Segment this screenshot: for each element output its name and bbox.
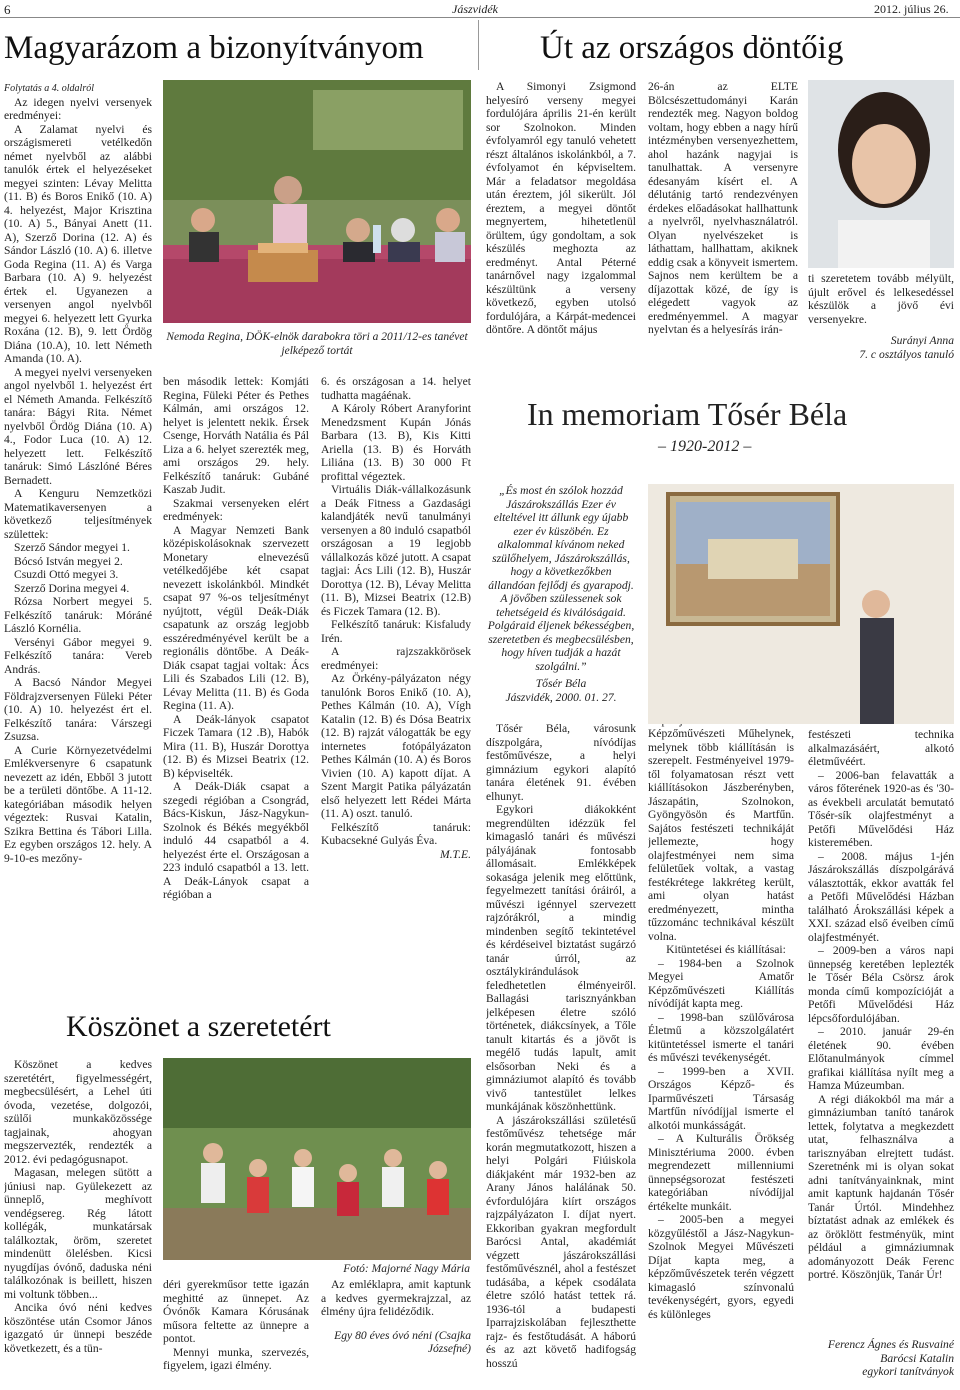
paragraph: déri gyerekműsor tette igazán meghitté az ünnepet. Az Óvónők Kamara Kórusának műsora feltette az ünnepre a pontot.	[163, 1278, 309, 1345]
paragraph: Szerző Sándor megyei 1.	[14, 541, 130, 554]
paragraph: Az Örkény-pályázaton négy tanulónk Boros Enikő (10. A), Pethes Kálmán (10. A), Vígh Katalin (12. B) és Dósa Beatrix (12. B) rajzát válogatták be egy internetes fotópályázaton Pethes Kálmán (10. A) és Boros Vivien (10. A) kapott díjat. A Szent Margit Patika pályázatán első helyezett lett Rédei Márta (11. A) oszt. tanuló.	[321, 672, 471, 820]
memoriam-title: In memoriam Tősér Béla	[527, 396, 848, 432]
paragraph: A Magyar Nemzeti Bank középiskolásoknak szervezett Monetary elnevezésű vetélkedőjébe két csapat nevezett iskolánkból. Mindkét csapat 97 %-os teljesítményt nyújtott, végül Deák-Diák csapatunk az ország legjobb esszéredményével került be a regionális döntőbe. A Deák-Diák csapat tagjai voltak: Ács Lili és Szabados Lili (12. B), Lévay Melitta (11. B) és Goda Regina (11. A).	[163, 523, 309, 712]
photo-credit: Fotó: Majorné Nagy Mária	[343, 1263, 470, 1275]
paragraph: A rajzszakkörösek eredményei:	[321, 645, 471, 672]
painter-photo	[648, 484, 954, 724]
memoriam-col1	[486, 722, 636, 1388]
paragraph: ben második lettek: Komjáti Regina, Füleki Péter és Pethes Kálmán, ami országos 12. helyet is jelentett nekik. Érsek Csenge, Horváth Natália és Pál Liza a 6. helyet szerezték meg, ami országos 29. hely. Felkészítő tanáruk: Gubáné Kaszab Judit.	[163, 375, 309, 496]
thanks-article-col3	[321, 1278, 471, 1388]
paragraph: – 2006-ban felavatták a város főterének 1920-as és '30-as évekbeli arculatát bemutató Tősér-sík olajfestményt a Petőfi Művelődési Ház kisteremében.	[808, 768, 954, 849]
paragraph: – 2008. május 1-jén Jászárokszállás díszpolgárává választották, ekkor avatták fel a Petőfi Művelődési Házban található Árokszállási képek a XXI. század első éveiben című olajfestményét.	[808, 849, 954, 944]
paragraph: 6. és országosan a 14. helyet tudhatta magáénak.	[321, 375, 471, 402]
paragraph: Az emléklapra, amit kaptunk a kedves gyermekrajzzal, az élmény újra felidéződik.	[321, 1278, 471, 1318]
paragraph: A Deák-Diák csapat a szegedi régióban a Csongrád, Bács-Kiskun, Jász-Nagykun-Szolnok és Békés megyékből induló 44 csapatból a 4. helyezést érte el. Országosan a 223 induló csapatból a 13. lett. A Deák-Lányok csapat a régióban a	[163, 780, 309, 901]
paragraph: A jászárokszállási születésű festőművész tehetsége már korán megmutatkozott, hiszen a helyi Polgári Fiúiskola diákjaként már 1932-ben az Arany János halálának 50. évfordulójára kiírt országos rajzpályázaton I. díjat nyert. Ekkoriban gyakran megfordult Barócsi Antal, akadémiát végzett jászárokszállási festőművésznél, ahol a festészet tudásába, a képek csodálata életre szóló hatást tettek rá. 1936-tól a budapesti Iparrajziskolában fejleszthette rajz- és festőtudását. A háború és az azt követő hadifogság hosszú	[486, 1113, 636, 1370]
paragraph: – 1999-ben a XVII. Országos Képző- és Iparművészeti Társaság Martfűn nívódíjjal ismerte el alkotói munkásságát.	[648, 1064, 794, 1132]
paragraph: Köszönet a kedves szeretétért, figyelmességért, megbecsülésért, a Lehel úti óvoda, vezetése, dolgozói, szülői munkaközössége tagjainak, ahogyan megszervezték, rendezték a 2012. évi pedagógusnapot.	[4, 1058, 152, 1166]
page-header	[0, 0, 960, 18]
left-article-col3	[321, 375, 471, 975]
photo-caption: Nemoda Regina, DÖK-elnök darabokra töri a 2011/12-es tanévet jelképező tortát	[166, 331, 468, 357]
header-rule	[0, 17, 960, 18]
paragraph: Szerző Dorina megyei 4.	[14, 581, 130, 595]
paragraph: A Bacsó Nándor Megyei Földrajzversenyen Füleki Péter (10. A) 10. helyezést ért el. Felkészítő tanára: Várszegi Zsuzsa.	[4, 676, 152, 743]
thanks-article-col1	[4, 1058, 152, 1388]
right-article-title: Út az országos döntőig	[540, 30, 844, 66]
author-class: 7. c osztályos tanuló	[859, 347, 954, 361]
paragraph: A Deák-lányok csapatot Ficzek Tamara (12 .B), Habók Mira (11. B), Huszár Dorottya (12. B) és Mizsei Beatrix (12. B) képviselték.	[163, 712, 309, 780]
paragraph: Versényi Gábor megyei 9. Felkészítő tanára: Vereb András.	[4, 635, 152, 676]
paragraph: Felkészítő tanáruk: Kisfaludy Irén.	[321, 618, 471, 645]
thanks-article-col2	[163, 1278, 309, 1388]
paragraph: A Kenguru Nemzetközi Matematikaversenyen a következő teljesítmények születtek:	[4, 487, 152, 541]
paragraph: A Simonyi Zsigmond helyesíró verseny megyei fordulójára április 21-én került sor Szolnokon. Minden évfolyamról egy tanuló vehetett részt általános iskolánkból, a 7. évfolyamot én képviseltem. Már a feladatsor megoldása után éreztem, jól sikerült. Jól éreztem, a megyei döntőt megnyertem, hihetetlenül örültem, úgy gondoltam, a sok készülés meghozta az eredményt. Antal Péterné tanárnővel nagy izgalommal készültünk a verseny következő, egyben utolsó fordulójára, a Kárpát-medencei döntőre. A döntőt május	[486, 80, 636, 336]
paragraph: Bócsó István megyei 2.	[14, 554, 123, 568]
paragraph: – A Kulturális Örökség Minisztériuma 2000. évben megrendezett millenniumi ünnepségsorozat festészeti kategóriában nívódíjjal értékelte munkáit.	[648, 1132, 794, 1213]
right-article-col2	[648, 80, 798, 380]
continued-note: Folytatás a 4. oldalról	[4, 83, 94, 94]
paragraph: Egykori diákokként megrendülten idézzük fel kimagasló tanári és művészi pályájának fontosabb állomásait. Emlékképek sokasága jelenik meg előttünk, fegyelmezett tanítási óráiról, a művészi igénnyel szervezett rajzórákról, a mindig mindenben segítő tekintetével és kérdéseivel biztatást sugárzó tanár úrról, az osztálykirándulások feledhetetlen élményeiről. Ballagási tarisznyánkban jelképesen életre szóló történetek, diákcsínyek, a Tőle tanult kitartás és a jövőt is megélő tudás lapult, amit elsősorban Neki és a gimnáziumot alapító és tovább vivő tantestület lelkes munkájának köszönhettünk.	[486, 803, 636, 1113]
paragraph: – 2009-ben a város napi ünnepség keretében leplezték le Tősér Béla Csörsz árok monda című kompozícióját a Petőfi Művelődési Ház lépcsőfordulójában.	[808, 944, 954, 1025]
paragraph: 26-án az ELTE Bölcsészettudományi Karán rendezték meg. Nagyon boldog voltam, hogy ebben a nagy hírű intézményben versenyezhettem, ahol hazánk nagyjai is tanulhattak. A versenyre édesanyám kísért el. A délutánig tartó rendezvényen érdekes előadásokat hallhattunk a nyelvről, nyelvhasználatról. Olyan nyelvészeket is láthattam, hallhattam, akiknek eddig csak a könyveit ismertem. Sajnos nem kerültem be a díjazottak közé, de így is elégedett vagyok az eredményemmel. A magyar nyelvtan és a helyesírás irán-	[648, 80, 798, 336]
paragraph: ti szeretetem tovább mélyült, újult erővel és lelkesedéssel készülök a jövő évi versenyekre.	[808, 272, 954, 326]
kindergarten-photo	[163, 1058, 471, 1260]
memoriam-quote	[486, 484, 636, 714]
paragraph: Kitüntetései és kiállításai:	[666, 943, 786, 956]
paragraph: Csuzdi Ottó megyei 3.	[14, 568, 119, 581]
thanks-article-title: Köszönet a szeretetért	[66, 1010, 331, 1043]
cake-ceremony-photo	[163, 80, 471, 323]
left-article-title: Magyarázom a bizonyítványom	[4, 30, 424, 66]
signature: M.T.E.	[439, 847, 471, 861]
paragraph: A Curie Környezetvédelmi Emlékversenyre 6 csapatunk nevezett az idén, Ebből 3 jutott be a területi döntőbe. A 11-12. kategóriában második helyen végeztek: Rusvai Katalin, Szikra Bettina és Tábori Lilla. Ez egyben országos 12. hely. A 9-10-es mezőny-	[4, 743, 152, 865]
paragraph: – 1998-ban szülővárosa Életmű a közszolgálatért kitüntetéssel ismerte el tanári és művészi tevékenységét.	[648, 1010, 794, 1064]
memoriam-col3	[808, 728, 954, 1328]
paragraph: Mennyi munka, szervezés, figyelem, igazi élmény.	[163, 1345, 309, 1372]
paragraph: – 1984-ben a Szolnok Megyei Amatőr Képzőművészeti Kiállítás nívódíját kapta meg.	[648, 956, 794, 1010]
quote-source: Jászvidék, 2000. 01. 27.	[505, 690, 617, 704]
paragraph: Az idegen nyelvi versenyek eredményei:	[4, 95, 152, 122]
left-article-col2	[163, 375, 309, 985]
portrait-photo	[808, 80, 954, 268]
paragraph: Felkészítő tanáruk: Kubacsekné Gulyás Éva.	[321, 820, 471, 847]
paragraph: Tősér Béla, városunk díszpolgára, nívódíjas festőművésze, a helyi gimnázium egykori alapító tanára életének 91. évében elhunyt.	[486, 722, 636, 803]
paragraph: Magasan, melegen sütött a júniusi nap. Gyülekezett az ünneplő, meghívott vendégsereg. Rég látott kollégák, munkatársak találkoztak, öröm, szeretet mindenütt ölelésben. Kicsi nyugdíjas óvónő, daduska néni találkozónak is beillett, hiszen mi voltunk többen...	[4, 1166, 152, 1301]
signature-role: egykori tanítványok	[862, 1365, 954, 1378]
paragraph: A megyei nyelvi versenyeken angol nyelvből 1. helyezést ért el Németh Amanda. Felkészítő tanára: Bágyi Rita. Német nyelvből Ördög Diána (10. A) 4., Fodor Luca (10. A) 12. helyezett lett. Felkészítő tanáruk: Simó Lászlóné Béres Bernadett.	[4, 365, 152, 487]
paragraph: Ancika óvó néni kedves köszöntése után Csomor János igazgató úr ünnepi beszéde következett, és a tün-	[4, 1301, 152, 1355]
right-article-col1	[486, 80, 636, 380]
column-divider	[478, 20, 479, 70]
memoriam-years: – 1920-2012 –	[658, 438, 752, 455]
paragraph: A régi diákokból ma már a gimnáziumban tanító tanárok lettek, folytatva a megkezdett utat, felhasználva a tarisznyában elrejtett tudást. Szeretnénk mi is olyan sokat adni tanítványainknak, mint amit kaptunk hajdanán Tősér Tanár Úrtól. Mindehhez bíztatást adnak az emlékek és az öröklött festményük, mint például a gimnáziumnak adományozott Deák Ferenc portré. Köszönjük, Tanár Úr!	[808, 1092, 954, 1281]
page-number: 6	[4, 2, 11, 17]
publication-name: Jászvidék	[452, 2, 498, 16]
signature: Egy 80 éves óvó néni (Csajka Józsefné)	[334, 1328, 471, 1355]
paragraph: Képzőművészeti Műhelynek, melynek több kiállításán is szerepelt. Festményeivel 1979-től folyamatosan részt vett kiállításokon Jászberényben, Jászapátin, Szolnokon, Gyöngyösön és Martfűn. Sajátos festészeti technikáját jellemezte, hogy olajfestményei nem sima felületűek voltak, a vastag festékrétege lakkréteg került, ami olyan hatást eredményezett, mintha tűzzománc technikával készült volna.	[648, 727, 794, 943]
memoriam-signature	[808, 1338, 954, 1388]
quote-text: „És most én szólok hozzád Jászárokszállás Ezer év elteltével itt állunk egy újabb ezer év küszöbén. Ez alkalommal kívánom neked szülőhelyem, Jászárokszállás, hogy a következőkben állandóan fejlődj és gyarapodj. A jövőben szülessenek sok tehetségeid és kiválóságaid. Polgáraid éljenek békességben, szeretetben és megbecsülésben, hogy híven tudják a hazát szolgálni.”	[487, 484, 635, 673]
paragraph: – 2010. január 29-én életének 90. évében Előtanulmányok címmel grafikai kiállítása nyílt meg a Hamza Múzeumban.	[808, 1025, 954, 1092]
quote-author: Tősér Béla	[535, 677, 587, 690]
right-article-col3	[808, 272, 954, 372]
left-article-col1	[4, 82, 152, 987]
paragraph: festészeti technika alkalmazásáért, alkotó életművéért.	[808, 728, 954, 768]
paragraph: Rózsa Norbert megyei 5. Felkészítő tanáruk: Móráné László Kornélia.	[4, 595, 152, 635]
issue-date: 2012. július 26.	[874, 2, 949, 16]
paragraph: Virtuális Diák-vállalkozásunk a Deák Fitness a Gazdasági kalandjáték nevű tanulmányi versenyen a 80 induló csapatból országosan a 19 legjobb vállalkozás közé jutott. A csapat tagjai: Ács Lili (12. B), Huszár Dorottya (12. B), Lévay Melitta (11. B), Mizsei Beatrix (12.B) és Ficzek Tamara (12. B).	[321, 483, 471, 618]
signature-names: Ferencz Ágnes és Rusvainé Barócsi Katalin	[827, 1338, 954, 1365]
paragraph: – 2005-ben a megyei közgyűléstől a Jász-Nagykun-Szolnok Megyei Művészeti Díjat kapta meg, a képzőművészetek terén végzett kimagasló színvonalú tevékenységért, gyors, egyedi és különleges	[648, 1213, 794, 1321]
paragraph: Szakmai versenyeken elért eredmények:	[163, 496, 309, 523]
paragraph: A Zalamat nyelvi és országismereti vetélkedőn német nyelvből az alábbi tanulók értek el helyezéseket megyei szinten: Lévay Melitta (11. B) és Boros Enikő (10. A) 4. helyezést, Major Krisztina (10. A) 5., Bányai Anett (11. A), Szerző Dorina (12. A) és Sándor László (10. A) 6. illetve Goda Regina (11. A) és Varga Barbara (10. A) 9. helyezést értek el. Ugyanezen a versenyen angol nyelvből megyei 6. helyezett lett Gyurka Roxána (12. B), 9. lett Ördög Diána (10.A), 10. lett Németh Amanda (10. A).	[4, 122, 152, 365]
author-name: Surányi Anna	[890, 334, 954, 347]
paragraph: A Károly Róbert Aranyforint Menedzsment Kupán Jónás Barbara (13. B), Kis Kitti Ariella (13. B) és Horváth Liliána (13. B) 30 000 Ft profittal végeztek.	[321, 402, 471, 483]
